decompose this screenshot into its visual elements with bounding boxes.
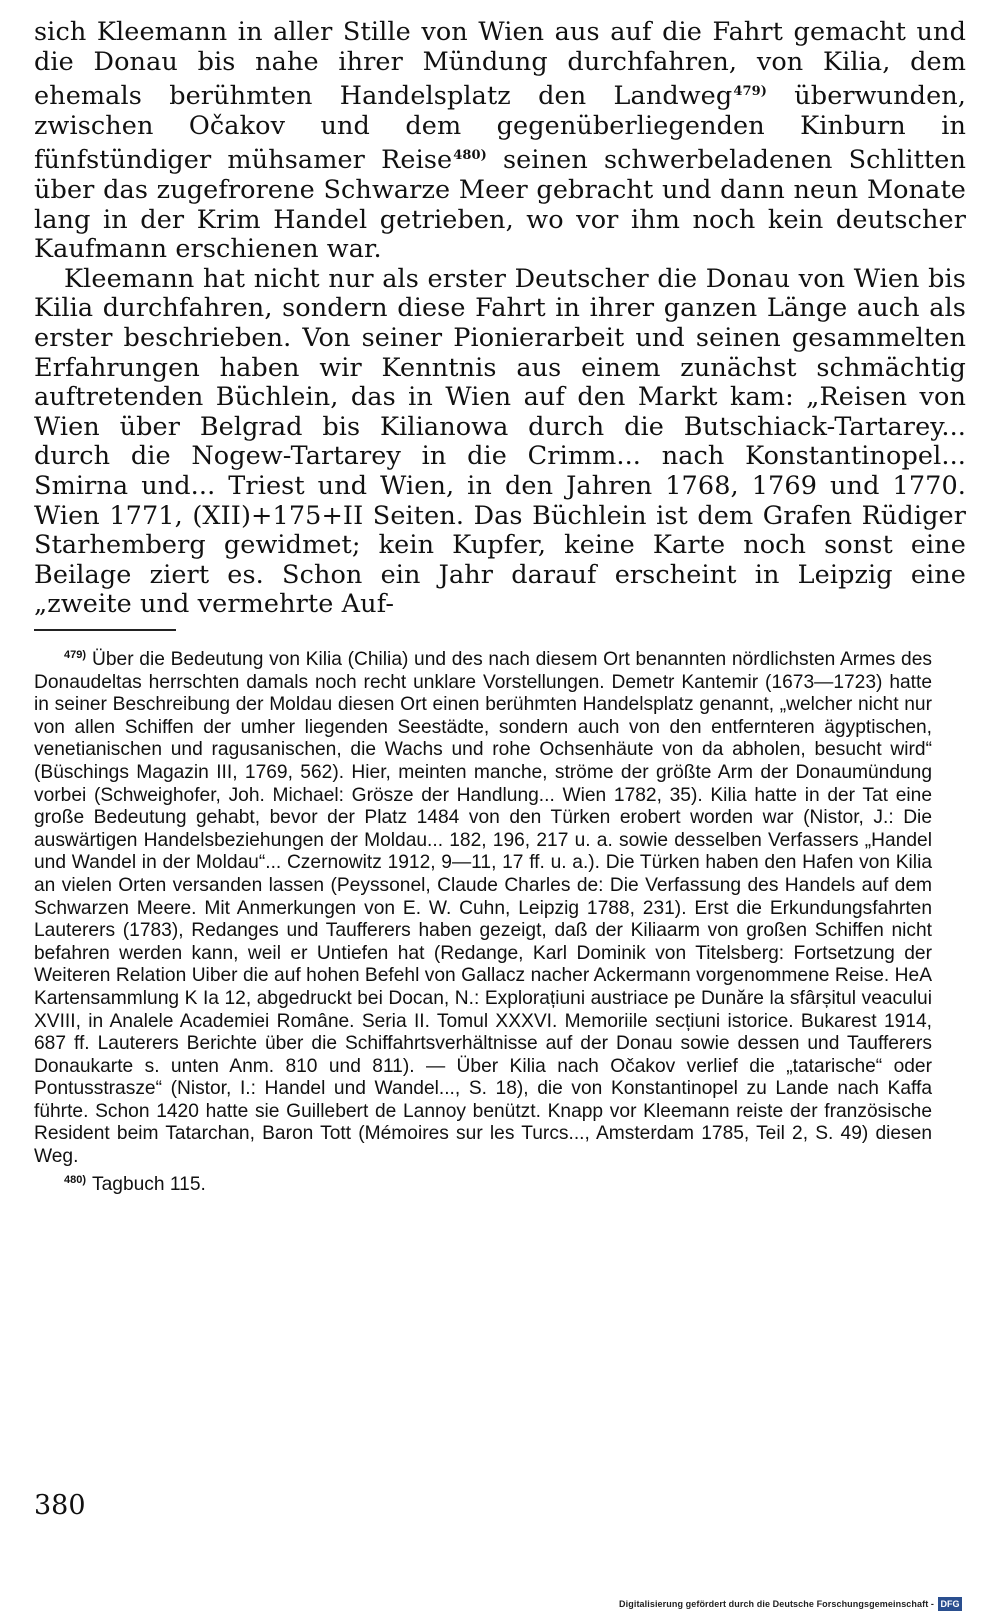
footnote-480 <box>34 1169 932 1197</box>
paragraph-1-part-a: sich Kleemann in aller Stille von Wien aus auf die Fahrt gemacht und die Donau bis nahe ihrer Mündung durchfahren, von Kilia, dem ehemals berühmten Handelsplatz den Landweg <box>34 17 966 112</box>
main-text <box>34 18 966 620</box>
footnote-separator <box>34 629 176 631</box>
dfg-logo-icon: DFG <box>938 1597 962 1611</box>
footnotes <box>34 644 932 1196</box>
paragraph-1-part-c: seinen schwerbeladenen Schlitten über das zugefrorene Schwarze Meer gebracht und dann neun Monate lang in der Krim Handel getrieben, wo vor ihm noch kein deutscher Kaufmann erschienen war. <box>34 145 966 265</box>
paragraph-1-part-b: überwunden, zwischen Očakov und dem gegenüberliegenden Kinburn in fünfstündiger mühsamer Reise <box>34 81 967 176</box>
footnote-ref-480: 480) <box>453 148 487 164</box>
footnote-text: Tagbuch 115. <box>92 1173 206 1195</box>
footnote-number: 480) <box>64 1173 87 1186</box>
page-number: 380 <box>34 1490 86 1521</box>
footnote-ref-479: 479) <box>733 84 767 100</box>
paragraph-1 <box>34 18 966 265</box>
footnote-479 <box>34 644 932 1169</box>
digitization-credit: Digitalisierung gefördert durch die Deutsche Forschungsgemeinschaft - <box>619 1599 934 1609</box>
paragraph-2: Kleemann hat nicht nur als erster Deutscher die Donau von Wien bis Kilia durchfahren, sondern diese Fahrt in ihrer ganzen Länge auch als erster beschrieben. Von seiner Pionierarbeit und seinen gesammelten Erfahrungen haben wir Kenntnis aus einem zunächst schmächtig auftretenden Büchlein, das in Wien auf den Markt kam: „Reisen von Wien über Belgrad bis Kilianowa durch die Butschiack-Tartarey... durch die Nogew-Tartarey in die Crimm... nach Konstantinopel... Smirna und... Triest und Wien, in den Jahren 1768, 1769 und 1770. Wien 1771, (XII)+175+II Seiten. Das Büchlein ist dem Grafen Rüdiger Starhemberg gewidmet; kein Kupfer, keine Karte noch sonst eine Beilage ziert es. Schon ein Jahr darauf erscheint in Leipzig eine „zweite und vermehrte Auf- <box>34 263 966 620</box>
footnote-text: Über die Bedeutung von Kilia (Chilia) und des nach diesem Ort benannten nördlichsten Armes des Donaudeltas herrschten damals noch recht unklare Vorstellungen. Demetr Kantemir (1673—1723) hatte in seiner Beschreibung der Moldau diesen Ort einen berühmten Handelsplatz genannt, „welcher nicht nur von allen Schiffen der umher liegenden Seestädte, sondern auch von den entfernteren ägyptischen, venetianischen und ragusanischen, die Wachs und rohe Ochsenhäute von da abholen, besucht wird“ (Büschings Magazin III, 1769, 562). Hier, meinten manche, ströme der größte Arm der Donaumündung vorbei (Schweighofer, Joh. Michael: Grösze der Handlung... Wien 1782, 35). Kilia hatte in der Tat eine große Bedeutung gehabt, bevor der Platz 1484 von den Türken erobert worden war (Nistor, J.: Die auswärtigen Handelsbeziehungen der Moldau... 182, 196, 217 u. a. sowie desselben Verfassers „Handel und Wandel in der Moldau“... Czernowitz 1912, 9—11, 17 ff. u. a.). Die Türken haben den Hafen von Kilia an vielen Orten versanden lassen (Peyssonel, Claude Charles de: Die Verfassung des Handels auf dem Schwarzen Meere. Mit Anmerkungen von E. W. Cuhn, Leipzig 1788, 231). Erst die Erkundungsfahrten Lauterers (1783), Redanges und Taufferers haben gezeigt, daß der Kiliaarm von großen Schiffen nicht befahren werden kann, weil er Untiefen hat (Redange, Karl Dominik von Titelsberg: Fortsetzung der Weiteren Relation Uiber die auf hohen Befehl von Gallacz nacher Ackermann vorgenommene Reise. HeA Kartensammlung K Ia 12, abgedruckt bei Docan, N.: Explorațiuni austriace pe Dunăre la sfârșitul veacului XVIII, in Analele Academiei Române. Seria II. Tomul XXXVI. Memoriile secțiuni istorice. Bukarest 1914, 687 ff. Lauterers Berichte über die Schiffahrtsverhältnisse auf der Donau sowie dessen und Taufferers Donaukarte s. unten Anm. 810 und 811). — Über Kilia nach Očakov verlief die „tatarische“ oder Pontusstrasze“ (Nistor, I.: Handel und Wandel..., S. 18), die von Konstantinopel zu Lande nach Kaffa führte. Schon 1420 hatte sie Guillebert de Lannoy benützt. Knapp vor Kleemann reiste der französische Resident beim Tatarchan, Baron Tott (Mémoires sur les Turcs..., Amsterdam 1785, Teil 2, S. 49) diesen Weg. <box>34 649 932 1168</box>
footnote-number: 479) <box>64 649 87 661</box>
